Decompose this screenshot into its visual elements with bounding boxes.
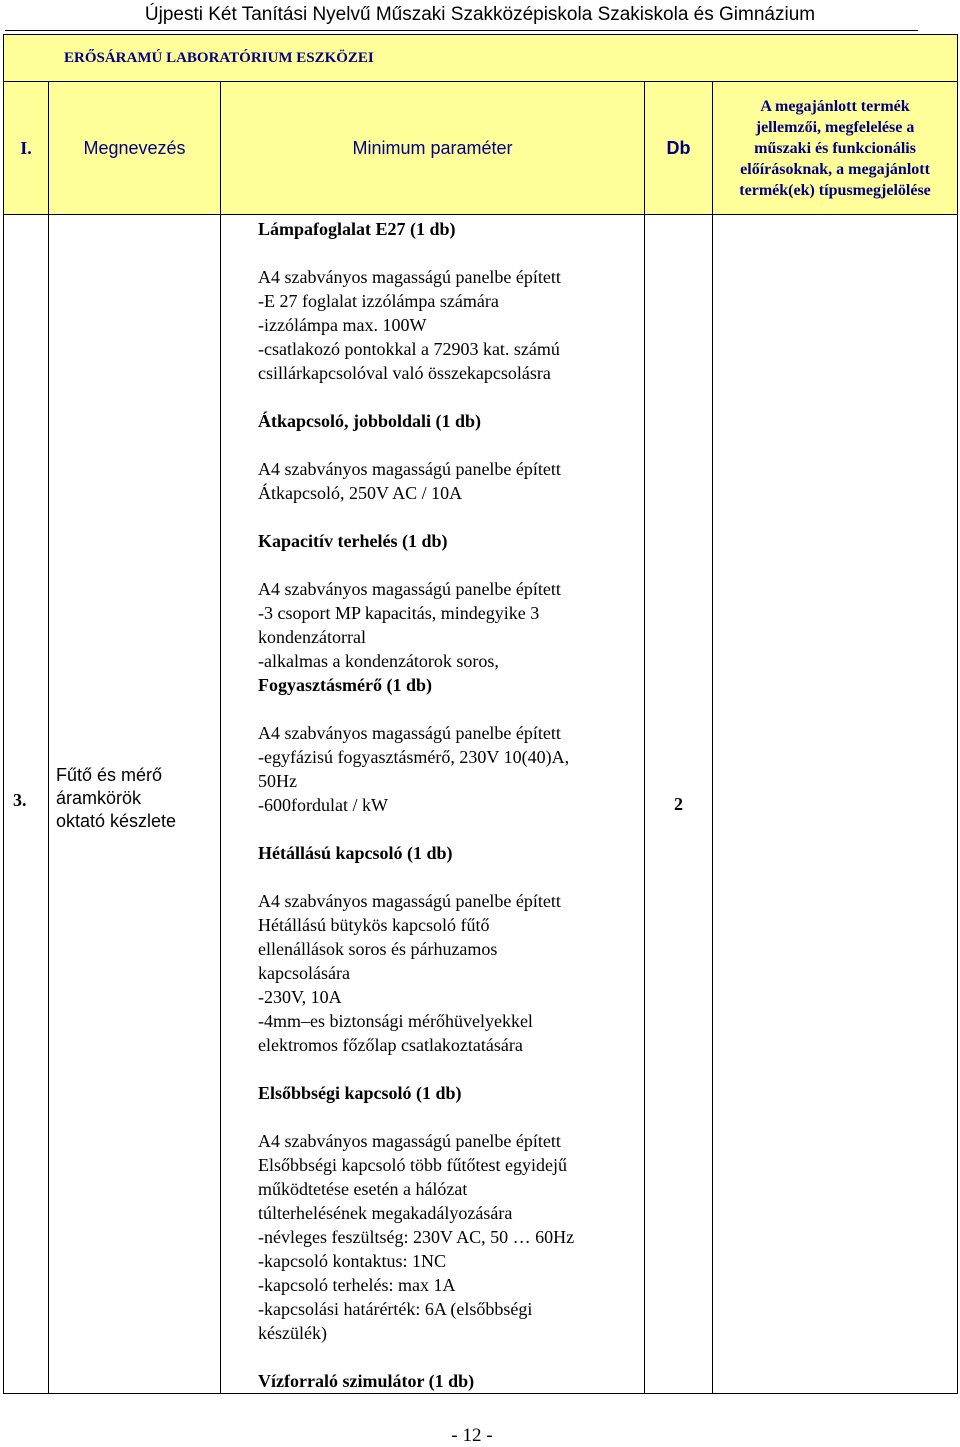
param-line: -izzólámpa max. 100W — [258, 315, 427, 335]
header-name: Megnevezés — [49, 82, 221, 215]
page-header: Újpesti Két Tanítási Nyelvű Műszaki Szakközépiskola Szakiskola és Gimnázium — [144, 4, 816, 25]
param-line: ellenállások soros és párhuzamos — [258, 939, 498, 959]
param-line: A4 szabványos magasságú panelbe épített — [258, 579, 561, 599]
header-offer-line: előírásoknak, a megajánlott — [740, 160, 930, 178]
item-params — [221, 215, 645, 1394]
item-name-line: Fűtő és mérő — [56, 764, 163, 785]
param-section-title: Hétállású kapcsoló (1 db) — [258, 843, 453, 863]
header-offer-desc — [713, 82, 958, 215]
param-section-body — [258, 889, 644, 1057]
param-line: -4mm–es biztonsági mérőhüvelyekkel — [258, 1011, 533, 1031]
param-section-body — [258, 265, 644, 385]
param-section-gap — [258, 1057, 644, 1081]
offer-desc-cell — [713, 215, 958, 1394]
param-line: Átkapcsoló, 250V AC / 10A — [258, 483, 463, 503]
param-section-title: Kapacitív terhelés (1 db) — [258, 531, 448, 551]
param-line: elektromos főzőlap csatlakoztatására — [258, 1035, 523, 1055]
header-offer-line: jellemzői, megfelelése a — [755, 118, 915, 136]
header-offer-line: műszaki és funkcionális — [754, 139, 916, 157]
param-section-gap — [258, 1345, 644, 1369]
param-section-title: Lámpafoglalat E27 (1 db) — [258, 219, 456, 239]
param-section-title: Vízforraló szimulátor (1 db) — [258, 1371, 475, 1391]
param-line: kapcsolására — [258, 963, 350, 983]
item-name-line: áramkörök — [56, 787, 142, 808]
param-section-title: Elsőbbségi kapcsoló (1 db) — [258, 1083, 462, 1103]
param-line: 50Hz — [258, 771, 297, 791]
item-name-line: oktató készlete — [56, 810, 177, 831]
param-section-gap — [258, 505, 644, 529]
param-line: A4 szabványos magasságú panelbe épített — [258, 267, 561, 287]
param-line: -alkalmas a kondenzátorok soros, — [258, 651, 499, 671]
section-title: ERŐSÁRAMÚ LABORATÓRIUM ESZKÖZEI — [4, 35, 958, 82]
param-line: -3 csoport MP kapacitás, mindegyike 3 — [258, 603, 540, 623]
item-number: 3. — [4, 215, 49, 1394]
param-line: kondenzátorral — [258, 627, 366, 647]
header-offer-line: A megajánlott termék — [760, 97, 910, 115]
header-divider — [5, 30, 918, 31]
param-line: A4 szabványos magasságú panelbe épített — [258, 1131, 561, 1151]
param-line: -csatlakozó pontokkal a 72903 kat. számú — [258, 339, 560, 359]
equipment-table — [3, 34, 958, 1394]
param-line: A4 szabványos magasságú panelbe épített — [258, 891, 561, 911]
param-line: A4 szabványos magasságú panelbe épített — [258, 459, 561, 479]
param-section-title: Átkapcsoló, jobboldali (1 db) — [258, 411, 482, 431]
param-line: -E 27 foglalat izzólámpa számára — [258, 291, 499, 311]
header-number: I. — [4, 82, 49, 215]
param-section-gap — [258, 817, 644, 841]
param-line: -egyfázisú fogyasztásmérő, 230V 10(40)A, — [258, 747, 570, 767]
param-line: Hétállású bütykös kapcsoló fűtő — [258, 915, 490, 935]
param-section-body — [258, 721, 644, 817]
param-line: -230V, 10A — [258, 987, 342, 1007]
param-section-title: Fogyasztásmérő (1 db) — [258, 675, 432, 695]
header-quantity: Db — [645, 82, 713, 215]
param-line: -kapcsoló terhelés: max 1A — [258, 1275, 456, 1295]
header-min-param: Minimum paraméter — [221, 82, 645, 215]
param-line: Elsőbbségi kapcsoló több fűtőtest egyidejű — [258, 1155, 567, 1175]
param-section-body — [258, 577, 644, 673]
table-row — [4, 215, 958, 1394]
param-line: -600fordulat / kW — [258, 795, 388, 815]
header-offer-line: termék(ek) típusmegjelölése — [739, 181, 931, 199]
page-number: - 12 - — [451, 1425, 493, 1446]
param-line: -kapcsolási határérték: 6A (elsőbbségi — [258, 1299, 533, 1319]
param-line: készülék) — [258, 1323, 327, 1343]
param-section-gap — [258, 385, 644, 409]
item-name — [49, 215, 221, 1394]
param-line: működtetése esetén a hálózat — [258, 1179, 468, 1199]
param-line: -névleges feszültség: 230V AC, 50 … 60Hz — [258, 1227, 575, 1247]
param-line: csillárkapcsolóval való összekapcsolásra — [258, 363, 551, 383]
item-quantity: 2 — [645, 215, 713, 1394]
param-section-body — [258, 1129, 644, 1345]
param-list — [258, 217, 644, 1393]
param-line: A4 szabványos magasságú panelbe épített — [258, 723, 561, 743]
param-section-body — [258, 457, 644, 505]
param-line: túlterhelésének megakadályozására — [258, 1203, 513, 1223]
table-header-row — [4, 82, 958, 215]
param-line: -kapcsoló kontaktus: 1NC — [258, 1251, 446, 1271]
